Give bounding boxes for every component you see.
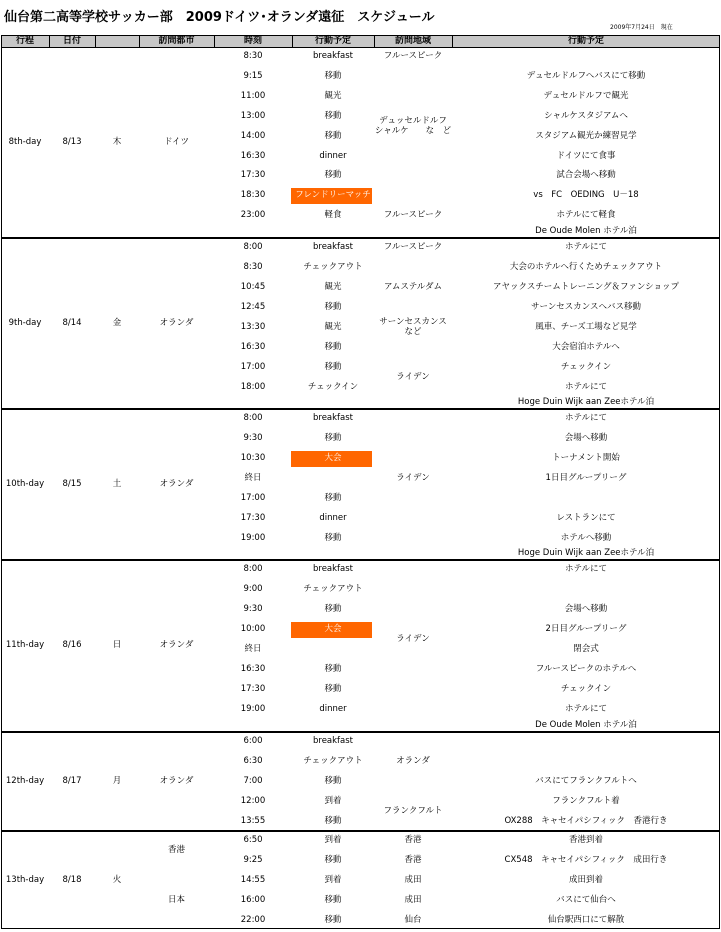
day-date: 8/15 — [62, 478, 82, 489]
header-action: 行動予定 — [314, 36, 351, 46]
day-date: 8/17 — [62, 775, 82, 786]
entry-time: 23:00 — [240, 210, 266, 221]
entry-detail: 大会宿泊ホテルへ — [552, 342, 620, 353]
entry-area: フルースピーク — [383, 51, 443, 62]
table-frame — [1, 35, 720, 929]
day-weekday: 金 — [112, 317, 122, 328]
entry-detail: 仙台駅西口にて解散 — [547, 915, 625, 926]
entry-detail: ホテルにて — [564, 704, 608, 715]
entry-action: 到着 — [324, 835, 342, 846]
entry-time: 8:30 — [243, 262, 263, 273]
entry-detail: デュセルドルフへバスにて移動 — [526, 71, 646, 82]
entry-detail: ホテルにて — [564, 413, 608, 424]
entry-action: 観光 — [324, 91, 342, 102]
entry-action: 移動 — [324, 895, 342, 906]
entry-action: 移動 — [324, 302, 342, 313]
schedule-table — [1, 35, 720, 929]
entry-time: 16:30 — [240, 150, 266, 161]
entry-time: 12:00 — [240, 796, 266, 807]
column-rule — [292, 35, 293, 47]
entry-action: dinner — [319, 513, 347, 524]
entry-area: アムステルダム — [384, 282, 442, 293]
entry-time: 終日 — [244, 473, 262, 484]
entry-time: 22:00 — [240, 915, 266, 926]
entry-time: 11:00 — [240, 91, 266, 102]
day-weekday: 火 — [112, 875, 122, 886]
day-weekday: 日 — [112, 640, 122, 651]
entry-area: 成田 — [404, 875, 422, 886]
entry-detail: De Oude Molen ホテル泊 — [535, 720, 637, 731]
entry-detail: ホテルへ移動 — [560, 532, 612, 543]
entry-area: ライデン — [396, 371, 430, 382]
day-city: オランダ — [159, 478, 194, 489]
entry-time: 10:00 — [240, 624, 266, 635]
entry-time: 8:00 — [243, 413, 263, 424]
entry-detail: De Oude Molen ホテル泊 — [535, 226, 637, 237]
entry-action: 移動 — [324, 664, 342, 675]
entry-action: 移動 — [324, 776, 342, 787]
entry-time: 17:30 — [240, 684, 266, 695]
entry-detail: vs FC OEDING U－18 — [533, 190, 639, 201]
entry-action: 移動 — [324, 131, 342, 142]
entry-action: 到着 — [324, 875, 342, 886]
entry-detail: ドイツにて食事 — [556, 150, 616, 161]
day-weekday: 土 — [112, 478, 122, 489]
day-weekday: 月 — [112, 775, 122, 786]
entry-time: 16:30 — [240, 342, 266, 353]
entry-action: チェックアウト — [303, 756, 363, 767]
entry-detail: チェックイン — [560, 362, 612, 373]
entry-action: 観光 — [324, 322, 342, 333]
entry-time: 16:00 — [240, 895, 266, 906]
column-rule — [214, 35, 215, 47]
entry-detail: Hoge Duin Wijk aan Zeeホテル泊 — [517, 548, 655, 559]
entry-time: 6:30 — [243, 756, 263, 767]
entry-detail: 閉会式 — [573, 644, 599, 655]
entry-action: 移動 — [324, 604, 342, 615]
entry-detail: 風車、チーズ工場など見学 — [535, 322, 637, 333]
entry-action: 観光 — [324, 282, 342, 293]
entry-time: 13:30 — [240, 322, 266, 333]
entry-detail: スタジアム観光か練習見学 — [535, 131, 637, 142]
header-detail: 行動予定 — [567, 36, 604, 46]
entry-action: 移動 — [324, 362, 342, 373]
entry-area: フルースピーク — [383, 242, 443, 253]
entry-time: 13:55 — [240, 815, 266, 826]
entry-action: breakfast — [312, 242, 354, 253]
entry-time: 17:00 — [240, 493, 266, 504]
entry-time: 18:30 — [240, 190, 266, 201]
entry-area: 仙台 — [404, 915, 422, 926]
entry-action: breakfast — [312, 564, 354, 575]
entry-time: 13:00 — [240, 111, 266, 122]
entry-action: 移動 — [324, 71, 342, 82]
entry-action: 移動 — [324, 815, 342, 826]
entry-action: dinner — [319, 704, 347, 715]
day-label: 10th-day — [5, 478, 45, 489]
entry-action: breakfast — [312, 51, 354, 62]
day-label: 8th-day — [8, 136, 42, 147]
entry-time: 10:45 — [240, 282, 266, 293]
day-city: オランダ — [159, 640, 194, 651]
entry-detail: 成田到着 — [568, 875, 603, 886]
header-area: 訪問地域 — [394, 36, 431, 46]
entry-detail: サーンセスカンスへバス移動 — [530, 302, 642, 313]
header-date: 日付 — [62, 36, 81, 46]
day-label: 9th-day — [8, 317, 42, 328]
entry-time: 8:30 — [243, 51, 263, 62]
entry-action: 大会 — [324, 453, 342, 464]
entry-area: サーンセスカンス など — [379, 317, 456, 337]
entry-detail: デュセルドルフで観光 — [543, 91, 629, 102]
entry-time: 6:00 — [243, 736, 263, 747]
entry-time: 9:30 — [243, 604, 263, 615]
entry-action: 移動 — [324, 684, 342, 695]
entry-action: 到着 — [324, 796, 342, 807]
entry-action: dinner — [319, 150, 347, 161]
entry-detail: 会場へ移動 — [564, 433, 608, 444]
entry-action: 移動 — [324, 342, 342, 353]
entry-time: 8:00 — [243, 242, 263, 253]
entry-detail: ホテルにて軽食 — [556, 210, 616, 221]
day-city: 日本 — [167, 895, 185, 906]
entry-action: チェックアウト — [303, 262, 363, 273]
entry-area: デュッセルドルフ シャルケ な ど — [374, 116, 456, 136]
entry-action: 移動 — [324, 915, 342, 926]
entry-detail: アヤックスチームトレーニング＆ファンショップ — [492, 282, 680, 293]
day-date: 8/13 — [62, 136, 82, 147]
entry-action: 移動 — [324, 170, 342, 181]
header-city: 訪問都市 — [158, 36, 195, 46]
entry-time: 9:25 — [243, 855, 263, 866]
entry-time: 12:45 — [240, 302, 266, 313]
day-city: ドイツ — [163, 136, 190, 147]
entry-time: 19:00 — [240, 704, 266, 715]
entry-action: フレンドリーマッチ — [295, 190, 371, 201]
day-city: オランダ — [159, 775, 194, 786]
entry-time: 16:30 — [240, 664, 266, 675]
entry-time: 終日 — [244, 644, 262, 655]
entry-area: 成田 — [404, 895, 422, 906]
entry-time: 9:30 — [243, 433, 263, 444]
entry-detail: 2日目グループリーグ — [545, 624, 627, 635]
entry-action: 軽食 — [324, 210, 342, 221]
entry-area: ライデン — [396, 634, 430, 645]
entry-detail: CX548 キャセイパシフィック 成田行き — [504, 855, 668, 866]
day-city: オランダ — [159, 317, 194, 328]
entry-detail: Hoge Duin Wijk aan Zeeホテル泊 — [517, 397, 655, 408]
entry-time: 14:55 — [240, 875, 266, 886]
day-weekday: 木 — [112, 136, 122, 147]
column-rule — [95, 35, 96, 47]
entry-action: 移動 — [324, 493, 342, 504]
entry-action: breakfast — [312, 736, 354, 747]
entry-detail: ホテルにて — [564, 381, 608, 392]
day-city: 香港 — [167, 845, 185, 856]
entry-action: チェックイン — [307, 381, 359, 392]
date-note: 2009年7月24日 現在 — [610, 24, 673, 31]
entry-area: 香港 — [404, 855, 422, 866]
day-date: 8/18 — [62, 875, 82, 886]
entry-time: 10:30 — [240, 453, 266, 464]
entry-time: 17:30 — [240, 513, 266, 524]
entry-time: 7:00 — [243, 776, 263, 787]
entry-detail: トーナメント開始 — [552, 453, 620, 464]
entry-time: 17:30 — [240, 170, 266, 181]
entry-detail: チェックイン — [560, 684, 612, 695]
entry-detail: レストランにて — [556, 513, 616, 524]
entry-detail: シャルケスタジアムへ — [544, 111, 628, 122]
day-date: 8/14 — [62, 317, 82, 328]
entry-action: breakfast — [312, 413, 354, 424]
entry-detail: バスにてフランクフルトへ — [535, 776, 637, 787]
entry-time: 18:00 — [240, 381, 266, 392]
day-date: 8/16 — [62, 640, 82, 651]
entry-area: 香港 — [404, 835, 422, 846]
day-label: 13th-day — [5, 875, 45, 886]
entry-time: 14:00 — [240, 131, 266, 142]
entry-action: 移動 — [324, 532, 342, 543]
day-label: 12th-day — [5, 775, 45, 786]
entry-time: 19:00 — [240, 532, 266, 543]
entry-area: オランダ — [396, 756, 430, 767]
day-label: 11th-day — [5, 640, 45, 651]
entry-action: チェックアウト — [303, 584, 363, 595]
entry-action: 大会 — [324, 624, 342, 635]
entry-action: 移動 — [324, 111, 342, 122]
entry-detail: バスにて仙台へ — [556, 895, 616, 906]
entry-time: 17:00 — [240, 362, 266, 373]
entry-detail: 会場へ移動 — [564, 604, 608, 615]
entry-area: フランクフルト — [383, 805, 443, 816]
entry-detail: ホテルにて — [564, 242, 608, 253]
entry-detail: 1日目グループリーグ — [545, 473, 627, 484]
entry-detail: フルースピークのホテルへ — [535, 664, 637, 675]
entry-detail: ホテルにて — [564, 564, 608, 575]
entry-area: ライデン — [396, 473, 430, 484]
column-rule — [374, 35, 375, 47]
header-itinerary: 行程 — [15, 36, 34, 46]
entry-time: 8:00 — [243, 564, 263, 575]
column-rule — [452, 35, 453, 47]
entry-detail: フランクフルト着 — [552, 796, 620, 807]
header-time: 時刻 — [243, 36, 262, 46]
column-rule — [49, 35, 50, 47]
entry-time: 9:15 — [243, 71, 263, 82]
page-title: 仙台第二高等学校サッカー部 2009ドイツ･オランダ遠征 スケジュール — [4, 10, 435, 25]
entry-time: 6:50 — [243, 835, 263, 846]
entry-time: 9:00 — [243, 584, 263, 595]
entry-area: フルースピーク — [383, 210, 443, 221]
entry-detail: 試合会場へ移動 — [556, 170, 616, 181]
entry-action: 移動 — [324, 855, 342, 866]
entry-detail: OX288 キャセイパシフィック 香港行き — [504, 815, 668, 826]
column-rule — [139, 35, 140, 47]
entry-action: 移動 — [324, 433, 342, 444]
entry-detail: 大会のホテルへ行くためチェックアウト — [509, 262, 663, 273]
entry-detail: 香港到着 — [568, 835, 603, 846]
